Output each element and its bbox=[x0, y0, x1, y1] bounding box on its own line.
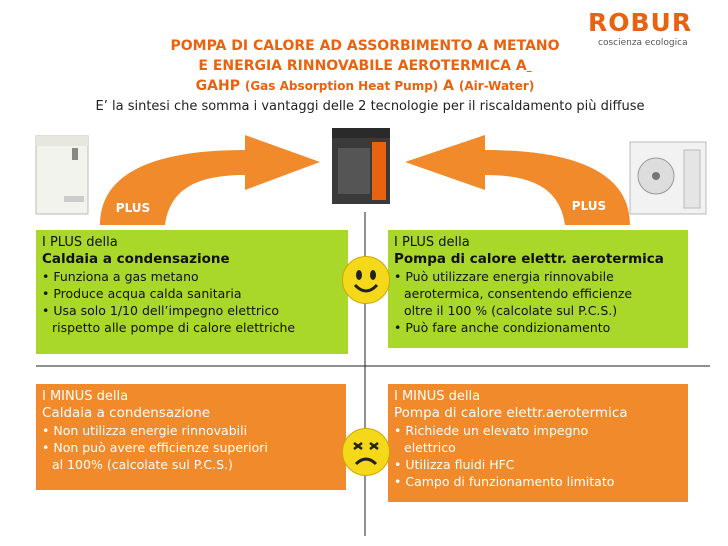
minus-left-header: I MINUS della bbox=[42, 389, 129, 404]
happy-face-icon bbox=[342, 256, 390, 304]
sad-face-icon bbox=[342, 428, 390, 476]
minus-right-header: I MINUS della bbox=[394, 389, 481, 404]
boiler-image bbox=[36, 136, 88, 214]
minus-electric-heat-pump-box bbox=[388, 384, 688, 502]
title-line-1: POMPA DI CALORE AD ASSORBIMENTO A METANO bbox=[170, 38, 560, 54]
minus-right-item: • Utilizza fluidi HFC bbox=[394, 457, 515, 472]
title-line-2-text: E ENERGIA RINNOVABILE AEROTERMICA A bbox=[198, 58, 527, 74]
plus-label-left: PLUS bbox=[108, 198, 158, 218]
title-gahp-desc: (Gas Absorption Heat Pump) bbox=[244, 79, 439, 93]
plus-left-item: • Funziona a gas metano bbox=[42, 269, 199, 284]
plus-right-item: aerotermica, consentendo efficienze bbox=[404, 286, 633, 301]
plus-right-item: • Può utilizzare energia rinnovabile bbox=[394, 269, 614, 284]
minus-left-item: • Non può avere efficienze superiori bbox=[42, 440, 268, 455]
title-a: A bbox=[443, 78, 455, 94]
plus-right-item: oltre il 100 % (calcolate sul P.C.S.) bbox=[404, 303, 618, 318]
plus-electric-heat-pump-box bbox=[388, 230, 688, 348]
plus-right-subject: Pompa di calore elettr. aerotermica bbox=[394, 251, 664, 267]
plus-label-right: PLUS bbox=[564, 196, 614, 216]
minus-condensing-boiler-box bbox=[36, 384, 346, 490]
minus-left-item: • Non utilizza energie rinnovabili bbox=[42, 423, 248, 438]
gahp-unit-image bbox=[332, 128, 390, 204]
plus-left-item: • Produce acqua calda sanitaria bbox=[42, 286, 242, 301]
minus-left-item: al 100% (calcolate sul P.C.S.) bbox=[52, 457, 233, 472]
plus-left-subject: Caldaia a condensazione bbox=[42, 251, 230, 267]
plus-right-header: I PLUS della bbox=[394, 235, 470, 250]
plus-right-item: • Può fare anche condizionamento bbox=[394, 320, 611, 335]
plus-left-item: • Usa solo 1/10 dell’impegno elettrico bbox=[42, 303, 280, 318]
minus-right-item: • Richiede un elevato impegno bbox=[394, 423, 589, 438]
plus-condensing-boiler-box bbox=[36, 230, 348, 354]
plus-left-item: rispetto alle pompe di calore elettriche bbox=[52, 320, 296, 335]
subtitle: E’ la sintesi che somma i vantaggi delle 2 tecnologie per il riscaldamento più diffuse bbox=[95, 99, 645, 114]
minus-right-item: • Campo di funzionamento limitato bbox=[394, 474, 615, 489]
minus-right-item: elettrico bbox=[404, 440, 456, 455]
electric-heat-pump-image bbox=[630, 142, 706, 214]
robur-tagline: coscienza ecologica bbox=[598, 38, 688, 48]
minus-left-subject: Caldaia a condensazione bbox=[42, 405, 211, 421]
minus-right-subject: Pompa di calore elettr.aerotermica bbox=[394, 405, 628, 421]
title-gahp: GAHP bbox=[195, 78, 240, 94]
plus-left-header: I PLUS della bbox=[42, 235, 118, 250]
robur-logo: ROBUR bbox=[588, 8, 693, 37]
title-air-water: (Air-Water) bbox=[458, 79, 535, 93]
